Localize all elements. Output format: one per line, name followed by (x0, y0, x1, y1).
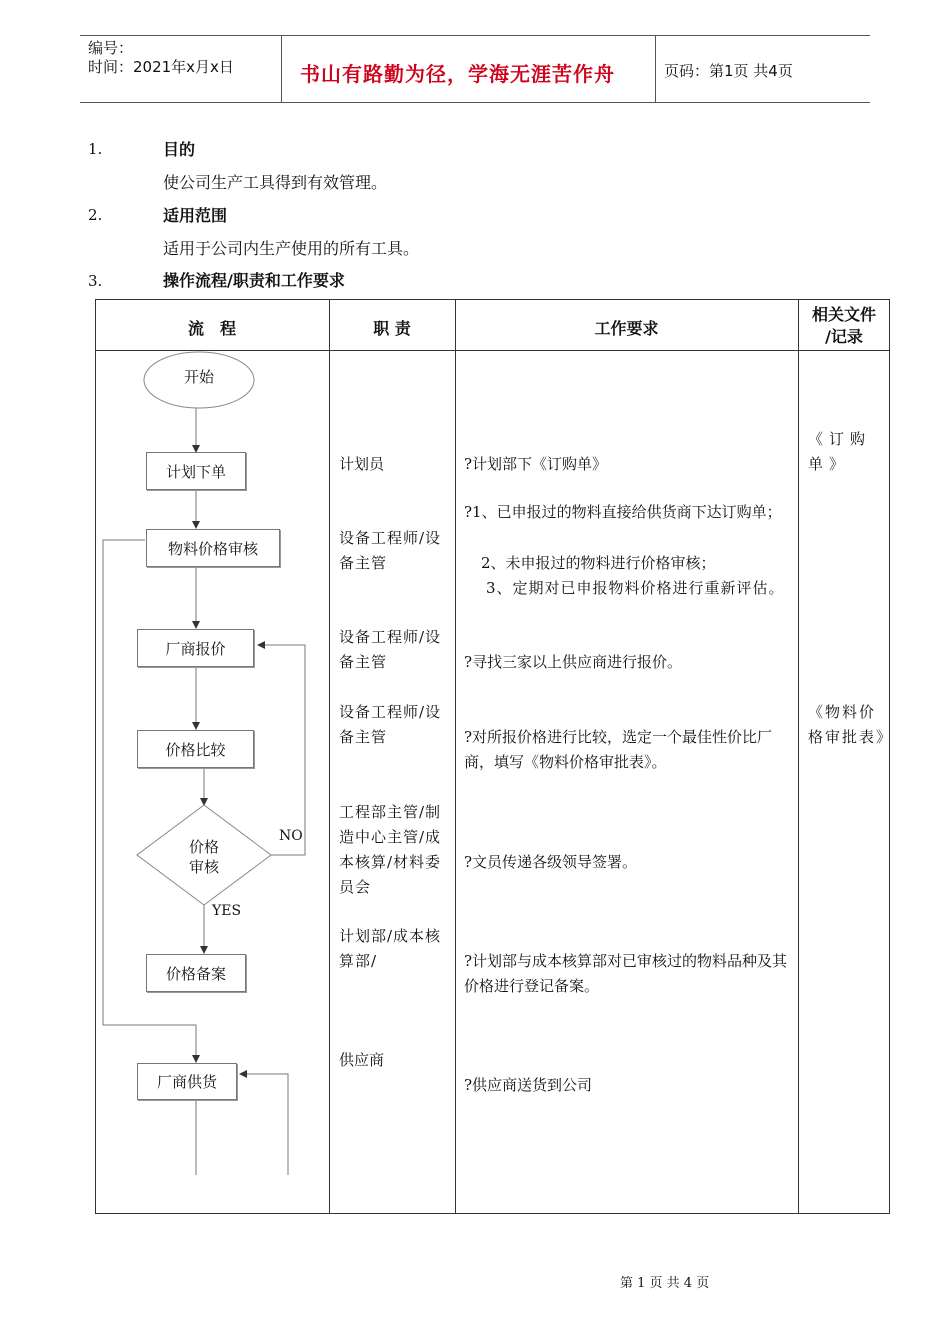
role-cell: 设备工程师/设备主管 (339, 628, 442, 671)
section-number: 1. (88, 140, 103, 158)
section-text: 适用于公司内生产使用的所有工具。 (163, 239, 420, 258)
role-cell: 设备工程师/设备主管 (339, 703, 442, 746)
page-code: 页码：第1页 共4页 (664, 62, 793, 80)
requirement-cell: ?文员传递各级领导签署。 (464, 853, 638, 871)
requirement-cell: 3、定期对已申报物料价格进行重新评估。 (486, 579, 785, 597)
role-cell: 工程部主管/制造中心主管/成本核算/材料委员会 (339, 803, 442, 896)
flow-node-plan-order: 计划下单 (146, 452, 246, 490)
requirement-cell: ?计划部与成本核算部对已审核过的物料品种及其价格进行登记备案。 (464, 952, 788, 995)
doc-time-label: 时间：2021年x月x日 (88, 58, 234, 76)
doc-cell-order-form: 《订购单》 (808, 430, 872, 473)
flow-node-supply: 厂商供货 (137, 1063, 237, 1100)
footer-page-number: 第 1 页 共 4 页 (620, 1276, 710, 1291)
column-header-docs-line1: 相关文件 (811, 305, 876, 324)
flow-decision-line1: 价格 (188, 838, 219, 856)
flow-node-filing: 价格备案 (146, 954, 246, 992)
section-title: 目的 (163, 140, 196, 159)
requirement-cell: ?计划部下《订购单》 (464, 455, 608, 473)
flow-node-compare: 价格比较 (137, 730, 254, 768)
column-header-docs-line2: /记录 (825, 327, 863, 346)
requirement-cell: ?寻找三家以上供应商进行报价。 (464, 653, 683, 671)
flow-node-material-review: 物料价格审核 (146, 529, 280, 567)
flow-no-label: NO (279, 828, 303, 844)
flow-decision-label (174, 837, 234, 877)
role-cell: 计划员 (339, 455, 385, 473)
flow-start-label: 开始 (183, 368, 214, 386)
role-cell: 计划部/成本核算部/ (339, 927, 442, 970)
requirement-cell: ?对所报价格进行比较，选定一个最佳性价比厂商，填写《物料价格审批表》。 (464, 728, 773, 771)
requirement-cell: 2、未申报过的物料进行价格审核； (481, 554, 716, 572)
role-cell: 设备工程师/设备主管 (339, 529, 442, 572)
doc-number-label: 编号： (88, 39, 134, 57)
section-title: 操作流程/职责和工作要求 (163, 271, 345, 290)
section-text: 使公司生产工具得到有效管理。 (163, 173, 388, 192)
column-header-flow: 流 程 (187, 319, 236, 338)
arrow-return-to-supply (240, 1074, 288, 1175)
column-header-role: 职 责 (373, 319, 411, 338)
flow-decision-line2: 审核 (188, 858, 219, 876)
doc-cell-price-approval: 《物料价格审批表》 (808, 703, 894, 746)
section-title: 适用范围 (163, 206, 228, 225)
requirement-cell: ?1、已申报过的物料直接给供货商下达订购单； (464, 503, 782, 521)
section-number: 2. (88, 206, 103, 224)
flow-yes-label: YES (212, 903, 242, 919)
column-header-requirement: 工作要求 (594, 319, 659, 338)
section-number: 3. (88, 272, 103, 290)
flow-node-quote: 厂商报价 (137, 629, 254, 667)
role-cell: 供应商 (339, 1051, 385, 1069)
arrow-no-loop (258, 645, 305, 855)
requirement-cell: ?供应商送货到公司 (464, 1076, 593, 1094)
header-motto: 书山有路勤为径，学海无涯苦作舟 (300, 62, 615, 86)
